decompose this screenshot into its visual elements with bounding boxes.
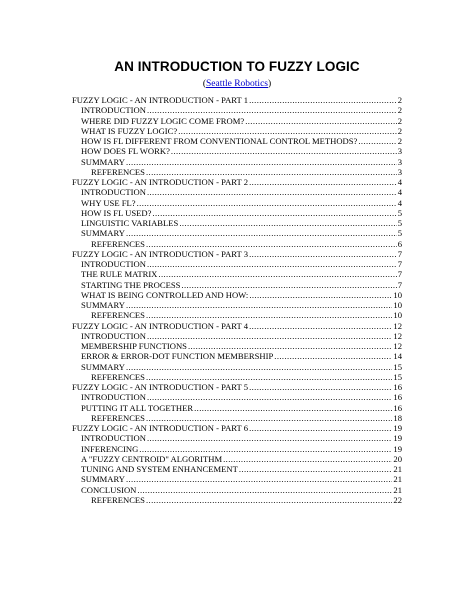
toc-entry[interactable] xyxy=(72,310,402,320)
toc-page-number[interactable]: 10 xyxy=(393,310,402,321)
toc-entry-label[interactable]: WHAT IS FUZZY LOGIC? xyxy=(81,125,178,136)
toc-dot-leader xyxy=(179,218,396,228)
toc-page-number[interactable]: 3 xyxy=(397,146,402,157)
toc-entry-label[interactable]: FUZZY LOGIC - AN INTRODUCTION - PART 4 xyxy=(72,320,249,331)
toc-entry[interactable] xyxy=(72,351,402,361)
toc-dot-leader xyxy=(249,382,392,392)
toc-page-number[interactable]: 19 xyxy=(393,433,402,444)
toc-entry[interactable] xyxy=(72,116,402,126)
toc-entry[interactable] xyxy=(72,239,402,249)
toc-dot-leader xyxy=(152,208,396,218)
toc-entry-label[interactable]: REFERENCES xyxy=(91,310,145,321)
toc-page-number[interactable]: 18 xyxy=(393,412,402,423)
toc-dot-leader xyxy=(147,105,397,115)
toc-dot-leader xyxy=(126,228,397,238)
toc-page-number[interactable]: 16 xyxy=(393,392,402,403)
toc-entry-label[interactable]: HOW IS FL USED? xyxy=(81,207,152,218)
toc-entry[interactable] xyxy=(72,157,402,167)
toc-page-number[interactable]: 21 xyxy=(393,464,402,474)
toc-entry-label[interactable]: FUZZY LOGIC - AN INTRODUCTION - PART 3 xyxy=(72,248,249,259)
toc-dot-leader xyxy=(147,187,397,197)
toc-dot-leader xyxy=(146,167,397,177)
toc-dot-leader xyxy=(274,351,392,361)
toc-entry-label[interactable]: A "FUZZY CENTROID" ALGORITHM xyxy=(81,453,223,464)
toc-entry[interactable] xyxy=(72,105,402,115)
toc-part-entry[interactable] xyxy=(72,382,402,392)
toc-dot-leader xyxy=(358,136,396,146)
toc-page-number[interactable]: 3 xyxy=(397,166,402,177)
toc-part-entry[interactable] xyxy=(72,423,402,433)
toc-page-number[interactable]: 2 xyxy=(397,125,402,136)
toc-entry[interactable] xyxy=(72,146,402,156)
toc-dot-leader xyxy=(126,300,392,310)
toc-entry-label[interactable]: SUMMARY xyxy=(81,228,125,239)
toc-entry[interactable] xyxy=(72,495,402,505)
toc-dot-leader xyxy=(146,310,392,320)
toc-entry-label[interactable]: REFERENCES xyxy=(91,166,145,177)
toc-page-number[interactable]: 7 xyxy=(397,279,402,290)
toc-page-number[interactable]: 21 xyxy=(393,484,402,495)
toc-entry[interactable] xyxy=(72,300,402,310)
toc-entry-label[interactable]: WHERE DID FUZZY LOGIC COME FROM? xyxy=(81,115,245,126)
toc-page-number[interactable]: 19 xyxy=(393,443,402,454)
toc-entry[interactable] xyxy=(72,413,402,423)
toc-entry-label[interactable]: WHY USE FL? xyxy=(81,197,136,208)
toc-dot-leader xyxy=(147,392,392,402)
toc-dot-leader xyxy=(146,239,397,249)
toc-entry-label[interactable]: CONCLUSION xyxy=(81,484,137,495)
toc-page-number[interactable]: 2 xyxy=(397,105,402,116)
toc-entry-label[interactable]: FUZZY LOGIC - AN INTRODUCTION - PART 6 xyxy=(72,423,249,433)
toc-entry[interactable] xyxy=(72,331,402,341)
toc-page-number[interactable]: 7 xyxy=(397,259,402,269)
toc-dot-leader xyxy=(137,198,397,208)
toc-dot-leader xyxy=(249,177,397,187)
toc-entry-label[interactable]: INTRODUCTION xyxy=(81,392,146,403)
toc-part-entry[interactable] xyxy=(72,177,402,187)
toc-entry-label[interactable]: WHAT IS BEING CONTROLLED AND HOW: xyxy=(81,289,249,300)
toc-entry-label[interactable]: SUMMARY xyxy=(81,300,125,310)
toc-page-number[interactable]: 15 xyxy=(393,371,402,382)
toc-entry[interactable] xyxy=(72,136,402,146)
toc-dot-leader xyxy=(188,341,392,351)
toc-page-number[interactable]: 2 xyxy=(397,95,402,105)
toc-dot-leader xyxy=(249,290,392,300)
toc-entry-label[interactable]: MEMBERSHIP FUNCTIONS xyxy=(81,341,187,351)
toc-page-number[interactable]: 2 xyxy=(397,136,402,146)
toc-page-number[interactable]: 4 xyxy=(397,177,402,187)
toc-dot-leader xyxy=(181,280,396,290)
toc-entry-label[interactable]: PUTTING IT ALL TOGETHER xyxy=(81,402,194,413)
page-title: AN INTRODUCTION TO FUZZY LOGIC xyxy=(114,59,360,74)
toc-dot-leader xyxy=(223,454,392,464)
toc-dot-leader xyxy=(139,444,392,454)
toc-entry[interactable] xyxy=(72,280,402,290)
toc-dot-leader xyxy=(147,331,392,341)
toc-entry-label[interactable]: INTRODUCTION xyxy=(81,330,146,341)
toc-entry[interactable] xyxy=(72,259,402,269)
table-of-contents xyxy=(72,95,402,505)
toc-dot-leader xyxy=(126,474,392,484)
toc-entry[interactable] xyxy=(72,403,402,413)
seattle-robotics-link[interactable]: Seattle Robotics xyxy=(205,79,268,89)
toc-entry-label[interactable]: INTRODUCTION xyxy=(81,259,146,269)
toc-entry-label[interactable]: HOW DOES FL WORK? xyxy=(81,146,170,157)
toc-entry-label[interactable]: HOW IS FL DIFFERENT FROM CONVENTIONAL CONTROL METHODS? xyxy=(81,136,358,146)
toc-page-number[interactable]: 12 xyxy=(393,330,402,341)
toc-page-number[interactable]: 20 xyxy=(393,453,402,464)
toc-dot-leader xyxy=(171,146,397,156)
toc-entry-label[interactable]: SUMMARY xyxy=(81,474,125,485)
toc-entry-label[interactable]: REFERENCES xyxy=(91,494,145,505)
toc-entry[interactable] xyxy=(72,444,402,454)
toc-dot-leader xyxy=(146,372,392,382)
toc-entry[interactable] xyxy=(72,269,402,279)
toc-page-number[interactable]: 22 xyxy=(393,494,402,505)
toc-page-number[interactable]: 21 xyxy=(393,474,402,485)
toc-page-number[interactable]: 10 xyxy=(393,289,402,300)
toc-entry[interactable] xyxy=(72,464,402,474)
toc-entry[interactable] xyxy=(72,208,402,218)
toc-entry[interactable] xyxy=(72,474,402,484)
toc-page-number[interactable]: 16 xyxy=(393,382,402,392)
toc-dot-leader xyxy=(147,433,392,443)
toc-page-number[interactable]: 3 xyxy=(397,156,402,167)
toc-page-number[interactable]: 16 xyxy=(393,402,402,413)
toc-page-number[interactable]: 6 xyxy=(397,238,402,249)
toc-dot-leader xyxy=(178,126,397,136)
toc-entry[interactable] xyxy=(72,126,402,136)
toc-page-number[interactable]: 4 xyxy=(397,187,402,198)
toc-page-number[interactable]: 2 xyxy=(397,115,402,126)
toc-page-number[interactable]: 7 xyxy=(397,248,402,259)
toc-entry-label[interactable]: ERROR & ERROR-DOT FUNCTION MEMBERSHIP xyxy=(81,351,274,362)
toc-entry[interactable] xyxy=(72,198,402,208)
toc-dot-leader xyxy=(137,485,392,495)
toc-dot-leader xyxy=(245,116,397,126)
toc-dot-leader xyxy=(146,413,392,423)
toc-entry-label[interactable]: INFERENCING xyxy=(81,443,139,454)
toc-entry-label[interactable]: STARTING THE PROCESS xyxy=(81,279,181,290)
toc-entry-label[interactable]: LINGUISTIC VARIABLES xyxy=(81,218,179,228)
toc-dot-leader xyxy=(147,259,397,269)
toc-entry[interactable] xyxy=(72,392,402,402)
toc-entry[interactable] xyxy=(72,362,402,372)
subtitle-close-paren: ) xyxy=(268,79,272,89)
toc-dot-leader xyxy=(239,464,393,474)
toc-entry-label[interactable]: FUZZY LOGIC - AN INTRODUCTION - PART 2 xyxy=(72,177,249,187)
toc-page-number[interactable]: 19 xyxy=(393,423,402,433)
toc-entry[interactable] xyxy=(72,290,402,300)
toc-entry[interactable] xyxy=(72,228,402,238)
toc-entry[interactable] xyxy=(72,433,402,443)
toc-entry-label[interactable]: REFERENCES xyxy=(91,412,145,423)
toc-entry-label[interactable]: FUZZY LOGIC - AN INTRODUCTION - PART 5 xyxy=(72,382,249,392)
toc-dot-leader xyxy=(146,495,392,505)
toc-dot-leader xyxy=(249,423,392,433)
subtitle-open-paren: ( xyxy=(202,79,206,89)
toc-page-number[interactable]: 7 xyxy=(397,269,402,280)
toc-page-number[interactable]: 12 xyxy=(393,320,402,331)
toc-page-number[interactable]: 5 xyxy=(397,228,402,239)
toc-page-number[interactable]: 5 xyxy=(397,218,402,228)
toc-dot-leader xyxy=(249,95,397,105)
toc-page-number[interactable]: 14 xyxy=(393,351,402,362)
toc-entry[interactable] xyxy=(72,341,402,351)
toc-entry-label[interactable]: REFERENCES xyxy=(91,238,145,249)
toc-part-entry[interactable] xyxy=(72,249,402,259)
toc-entry-label[interactable]: SUMMARY xyxy=(81,361,125,372)
toc-dot-leader xyxy=(249,249,397,259)
toc-entry[interactable] xyxy=(72,167,402,177)
toc-dot-leader xyxy=(249,321,392,331)
toc-entry-label[interactable]: SUMMARY xyxy=(81,156,125,167)
toc-dot-leader xyxy=(126,362,392,372)
toc-entry-label[interactable]: TUNING AND SYSTEM ENHANCEMENT xyxy=(81,464,238,474)
toc-entry-label[interactable]: REFERENCES xyxy=(91,371,145,382)
subtitle xyxy=(0,79,474,89)
toc-entry-label[interactable]: INTRODUCTION xyxy=(81,105,146,116)
toc-page-number[interactable]: 4 xyxy=(397,197,402,208)
toc-entry[interactable] xyxy=(72,218,402,228)
toc-dot-leader xyxy=(126,157,397,167)
toc-entry[interactable] xyxy=(72,187,402,197)
toc-part-entry[interactable] xyxy=(72,321,402,331)
toc-entry-label[interactable]: INTRODUCTION xyxy=(81,433,146,444)
toc-entry[interactable] xyxy=(72,454,402,464)
toc-entry-label[interactable]: INTRODUCTION xyxy=(81,187,146,198)
toc-dot-leader xyxy=(194,403,392,413)
toc-entry-label[interactable]: THE RULE MATRIX xyxy=(81,269,158,280)
toc-page-number[interactable]: 10 xyxy=(393,300,402,310)
toc-page-number[interactable]: 12 xyxy=(393,341,402,351)
toc-dot-leader xyxy=(158,269,396,279)
toc-page-number[interactable]: 5 xyxy=(397,207,402,218)
toc-entry-label[interactable]: FUZZY LOGIC - AN INTRODUCTION - PART 1 xyxy=(72,95,249,105)
toc-page-number[interactable]: 15 xyxy=(393,361,402,372)
toc-part-entry[interactable] xyxy=(72,95,402,105)
toc-entry[interactable] xyxy=(72,485,402,495)
toc-entry[interactable] xyxy=(72,372,402,382)
